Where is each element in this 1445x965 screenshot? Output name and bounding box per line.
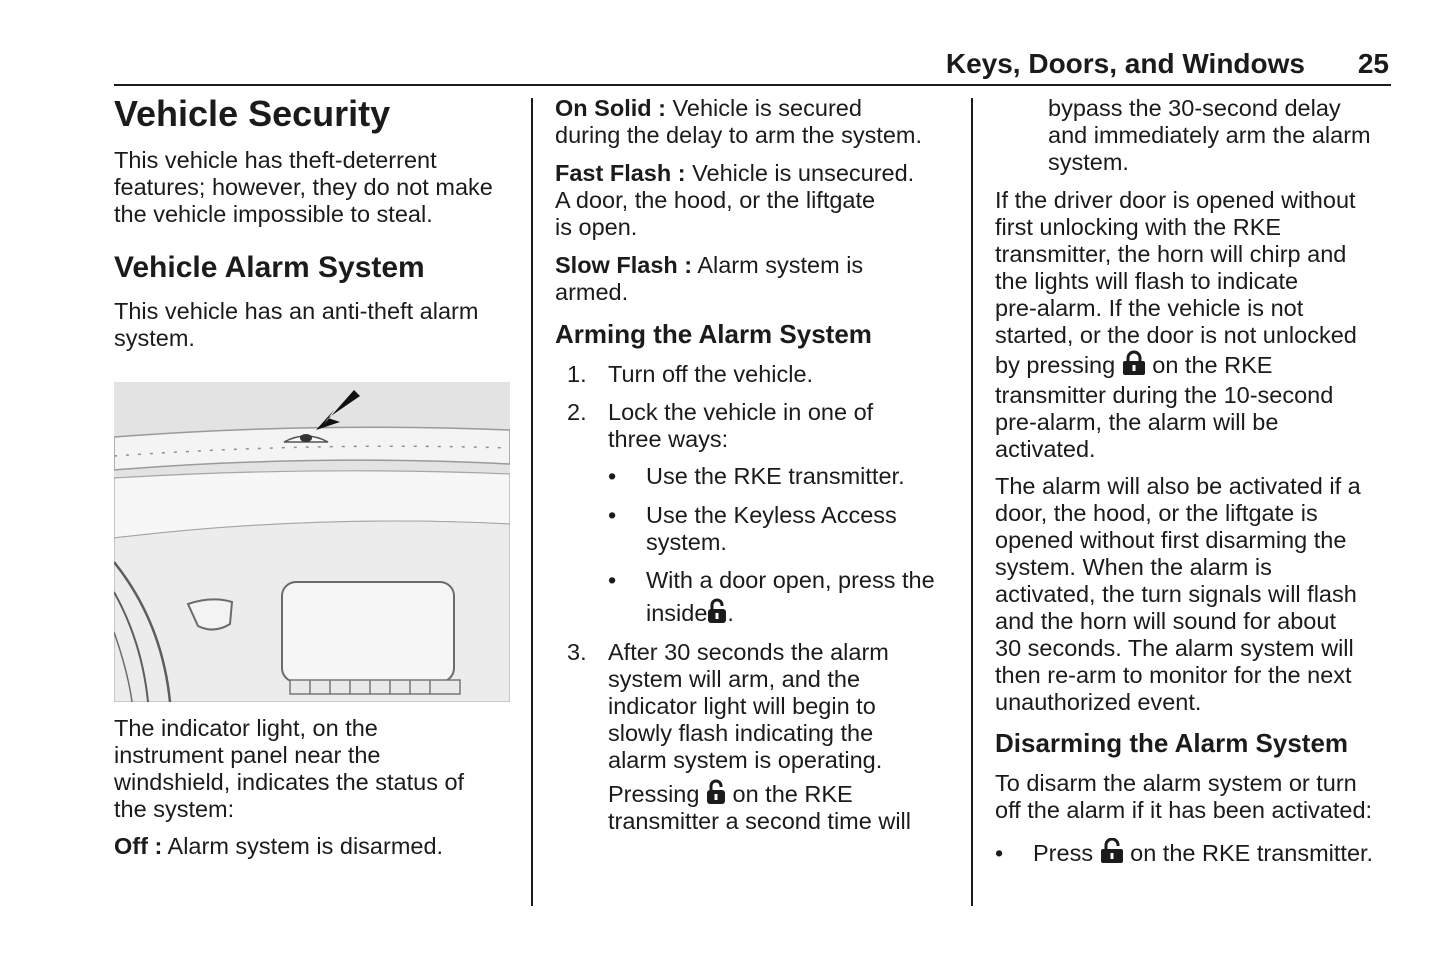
alarm-intro: This vehicle has an anti-theft alarm system. — [114, 298, 479, 351]
alarm-heading: Vehicle Alarm System — [114, 251, 425, 284]
status-slow-flash-text: Alarm system is armed. — [555, 252, 864, 305]
lock-method-inside: With a door open, press the — [646, 567, 935, 593]
step-number: 1. — [567, 361, 587, 387]
lock-method-rke: Use the RKE transmitter. — [646, 463, 905, 489]
unlock-icon — [707, 598, 727, 624]
inside-text: inside — [646, 600, 708, 626]
column-divider — [971, 98, 973, 906]
status-off-text: Alarm system is disarmed. — [162, 833, 444, 859]
status-fast-flash — [555, 160, 914, 241]
column-divider — [531, 98, 533, 906]
on-rke-text: on the RKE — [725, 781, 853, 807]
step-3: After 30 seconds the alarm system will arm, and the indicator light will begin to slowly flash indicating the alarm system is operating. — [608, 639, 889, 773]
driver-door-paragraph: If the driver door is opened without first unlocking with the RKE transmitter, the horn will chirp and the lights will flash to indicate pre-alarm. If the vehicle is not started, or the door is not unlocked — [995, 187, 1357, 348]
unlock-icon — [706, 779, 726, 805]
status-slow-flash-label: Slow Flash : — [555, 252, 693, 278]
period: . — [727, 600, 734, 626]
step-2: Lock the vehicle in one of three ways: — [608, 399, 874, 452]
step-1: Turn off the vehicle. — [608, 361, 814, 387]
disarming-heading: Disarming the Alarm System — [995, 728, 1349, 758]
pressing-text: Pressing — [608, 781, 700, 807]
driver-door-lock-line — [995, 350, 1272, 379]
indicator-paragraph: The indicator light, on the instrument panel near the windshield, indicates the status of the system: — [114, 715, 465, 822]
status-on-solid-label: On Solid : — [555, 95, 666, 121]
status-off-label: Off : — [114, 833, 163, 859]
section-title: Keys, Doors, and Windows — [945, 48, 1305, 79]
driver-door-cont: transmitter during the 10-second pre-alarm, the alarm will be activated. — [995, 382, 1334, 462]
on-rke-text: on the RKE — [1145, 352, 1273, 378]
bullet-icon: • — [995, 840, 1004, 866]
step-3-cont: transmitter a second time will — [608, 808, 911, 834]
arming-heading: Arming the Alarm System — [555, 319, 872, 349]
bullet-icon: • — [608, 502, 617, 528]
status-on-solid-text: Vehicle is secured during the delay to arm the system. — [555, 95, 923, 148]
status-fast-flash-label: Fast Flash : — [555, 160, 686, 186]
disarm-step — [1033, 838, 1373, 867]
page-number: 25 — [1357, 48, 1389, 79]
page-header — [114, 46, 1391, 86]
intro-paragraph: This vehicle has theft-deterrent features; however, they do not make the vehicle impossible to steal. — [114, 147, 493, 227]
by-pressing-text: by pressing — [995, 352, 1116, 378]
status-fast-flash-text: Vehicle is unsecured. A door, the hood, or the liftgate is open. — [555, 160, 915, 240]
press-text: Press — [1033, 840, 1094, 866]
status-on-solid — [555, 95, 922, 149]
step-3-bypass: bypass the 30-second delay and immediately arm the alarm system. — [1048, 95, 1371, 175]
lock-method-keyless: Use the Keyless Access system. — [646, 502, 897, 555]
unlock-icon — [1100, 838, 1124, 864]
status-slow-flash — [555, 252, 863, 306]
lock-method-inside-cont — [646, 598, 734, 627]
disarm-intro: To disarm the alarm system or turn off the alarm if it has been activated: — [995, 770, 1373, 823]
lock-icon — [1122, 350, 1146, 376]
status-off — [114, 833, 443, 860]
step-number: 2. — [567, 399, 587, 425]
dashboard-illustration — [114, 382, 510, 702]
page-title: Vehicle Security — [114, 93, 391, 134]
bullet-icon: • — [608, 463, 617, 489]
step-number: 3. — [567, 639, 587, 665]
bullet-icon: • — [608, 567, 617, 593]
on-rke-transmitter-text: on the RKE transmitter. — [1123, 840, 1374, 866]
also-activated-paragraph: The alarm will also be activated if a door, the hood, or the liftgate is opened without first disarming the system. When the alarm is activated, the turn signals will flash and the horn will sound for about 30 seconds. The alarm system will then re-arm to monitor for the next unauthorized event. — [995, 473, 1361, 715]
step-3-lock — [608, 779, 853, 808]
